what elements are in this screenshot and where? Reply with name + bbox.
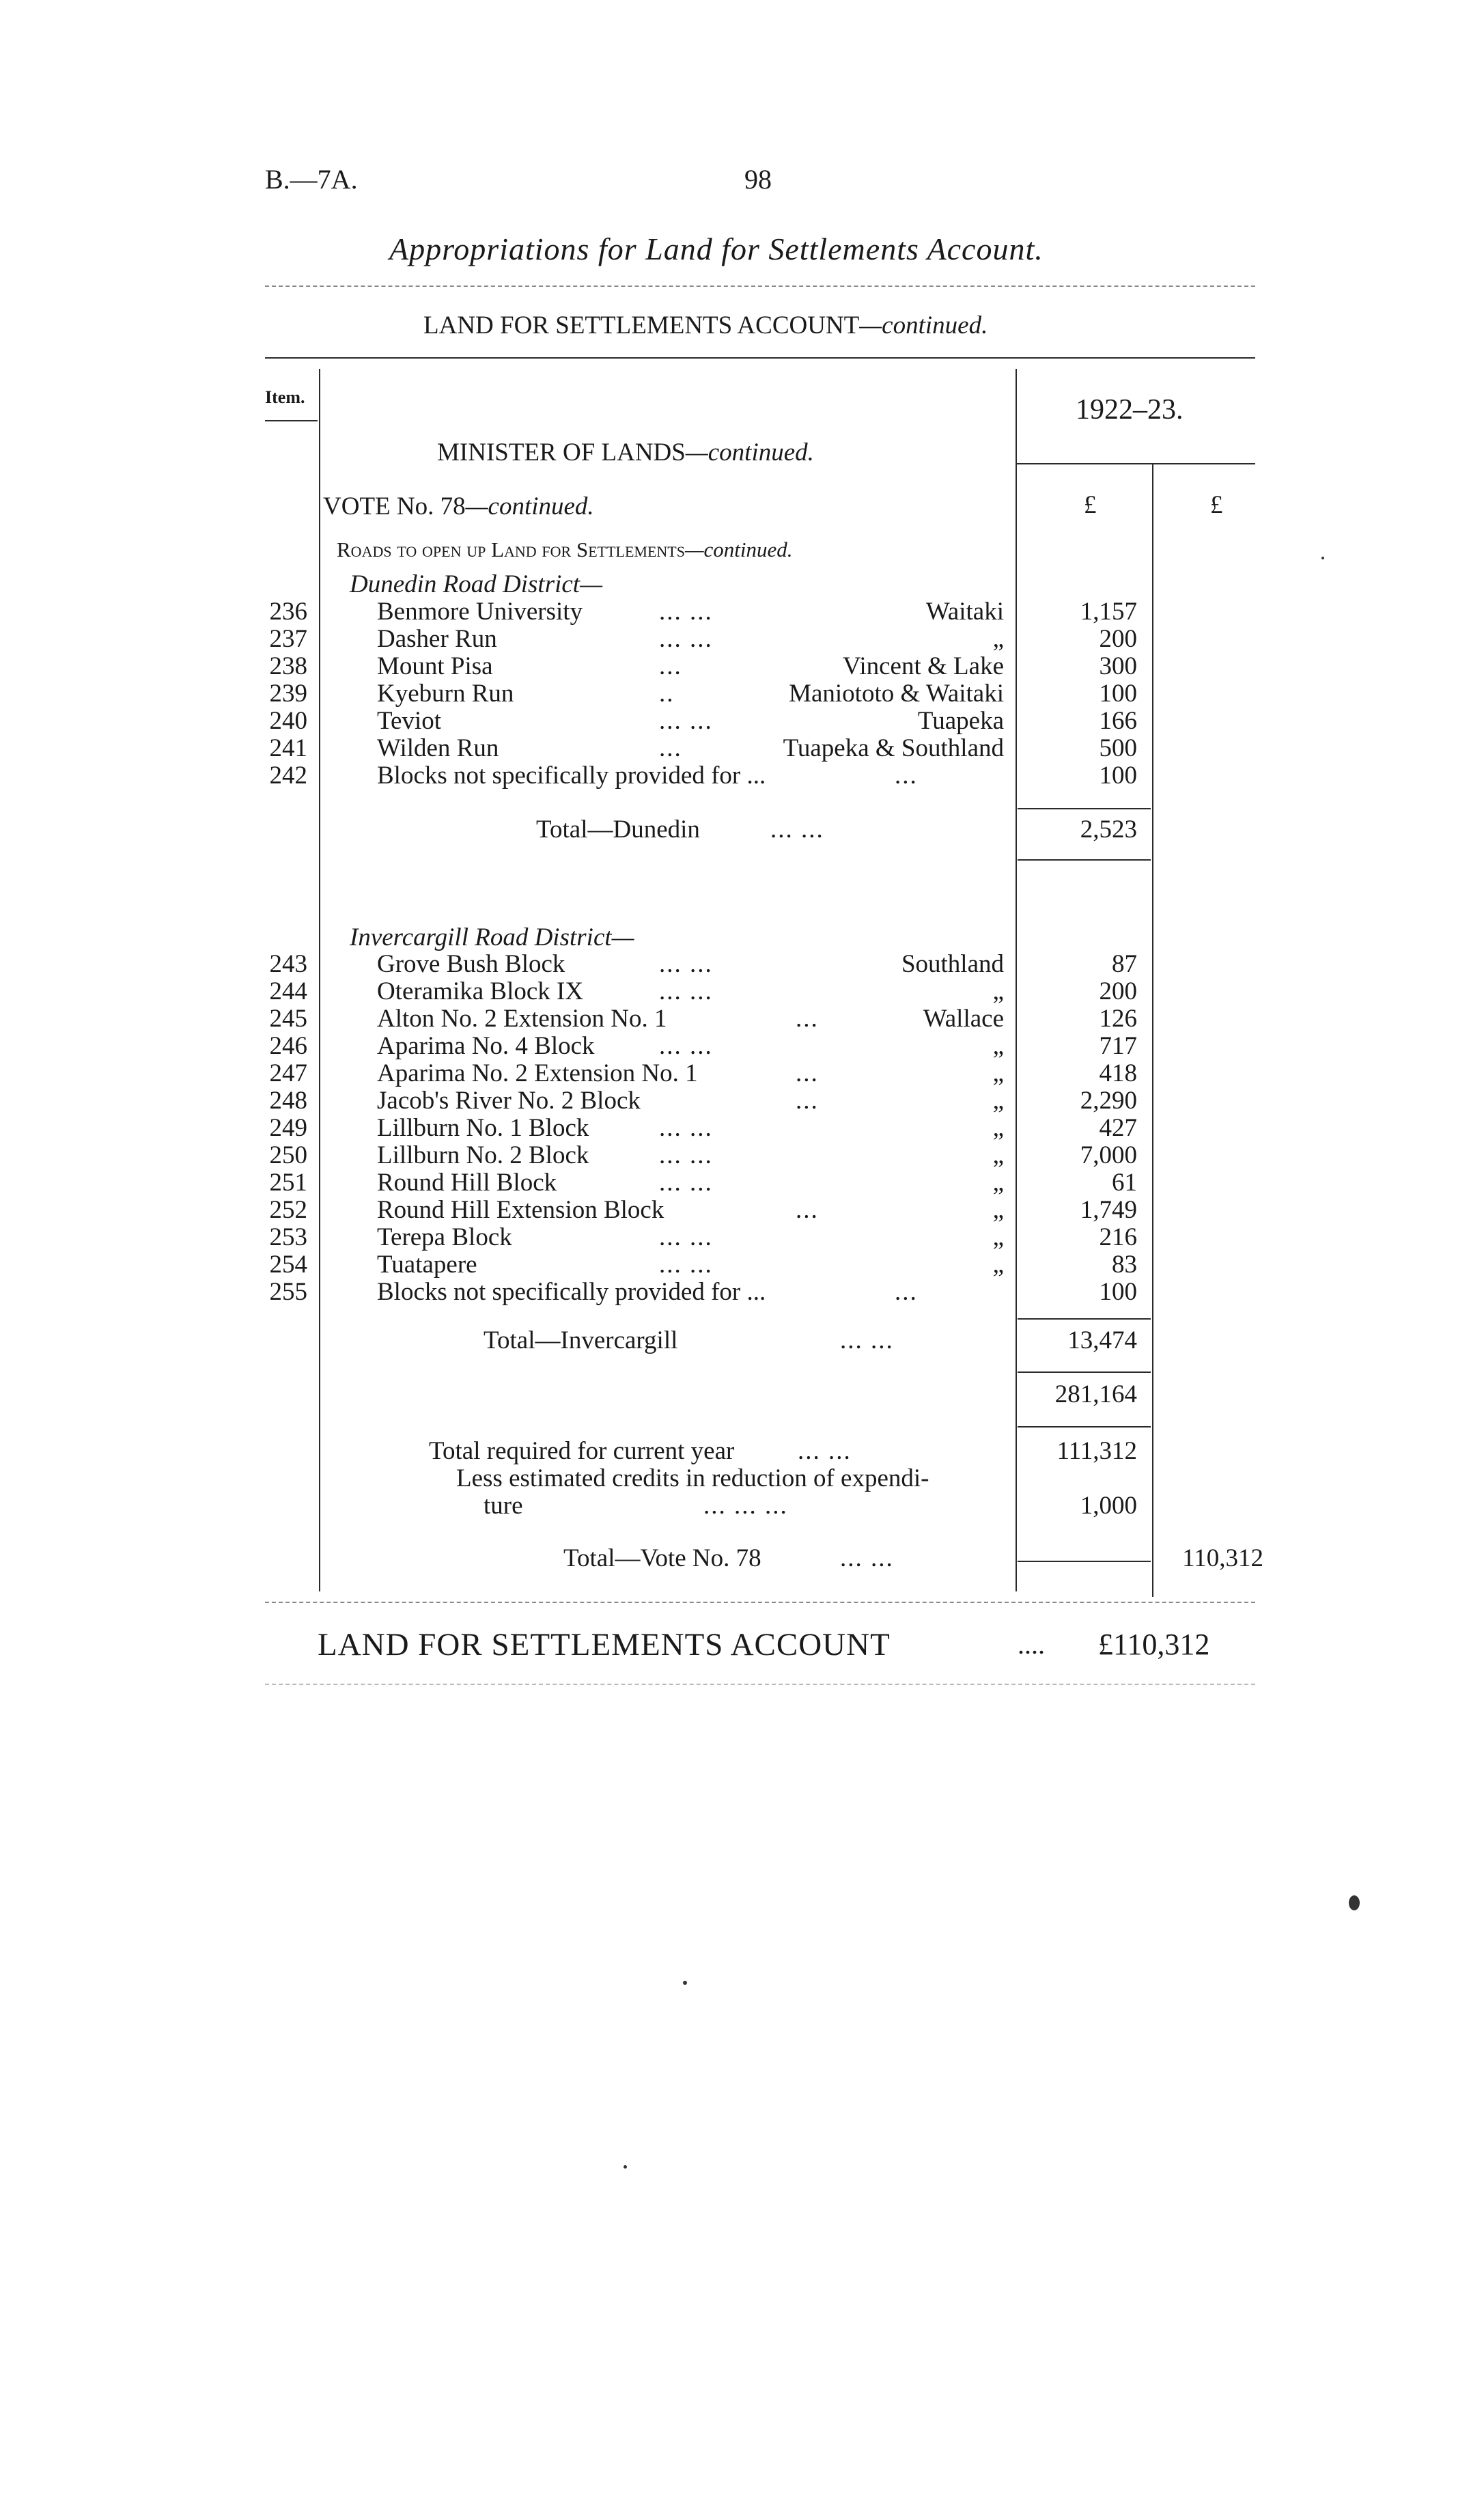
year-header-rule xyxy=(1016,463,1255,464)
grand-subtotal-rule xyxy=(1018,1426,1151,1427)
invercargill-row-name: Aparima No. 2 Extension No. 1 xyxy=(377,1059,698,1087)
item-column-divider xyxy=(319,369,320,1591)
invercargill-row-amount: 427 xyxy=(1099,1114,1137,1142)
invercargill-row-county: „ xyxy=(992,1223,1004,1251)
invercargill-total-leader: ... ... xyxy=(840,1326,894,1354)
less-credits-leader: ... ... ... xyxy=(703,1492,788,1520)
invercargill-row-name: Jacob's River No. 2 Block xyxy=(377,1087,641,1115)
dunedin-total-bottom-rule xyxy=(1018,859,1151,861)
invercargill-item-number: 255 xyxy=(269,1278,307,1306)
title-rule xyxy=(265,285,1255,287)
dunedin-row-amount: 1,157 xyxy=(1080,598,1137,626)
invercargill-row-amount: 61 xyxy=(1112,1169,1137,1197)
scan-speck xyxy=(683,1981,687,1985)
current-year-amount: 111,312 xyxy=(1056,1437,1137,1465)
invercargill-item-number: 251 xyxy=(269,1169,307,1197)
invercargill-row-county: „ xyxy=(992,977,1004,1005)
invercargill-item-number: 247 xyxy=(269,1059,307,1087)
invercargill-row-name: Oteramika Block IX xyxy=(377,977,584,1005)
invercargill-row-name: Lillburn No. 1 Block xyxy=(377,1114,589,1142)
dunedin-row-name: Teviot xyxy=(377,707,441,735)
current-year-leader: ... ... xyxy=(798,1437,852,1465)
invercargill-item-number: 253 xyxy=(269,1223,307,1251)
invercargill-row-county: „ xyxy=(992,1169,1004,1197)
item-header-rule xyxy=(265,420,318,421)
dunedin-row-leader: ... xyxy=(659,652,682,680)
invercargill-row-amount: 216 xyxy=(1099,1223,1137,1251)
invercargill-item-number: 254 xyxy=(269,1251,307,1279)
dunedin-row-leader: ... xyxy=(895,762,918,790)
dunedin-row-name: Benmore University xyxy=(377,598,583,626)
footer-amount: £110,312 xyxy=(1098,1628,1210,1661)
dunedin-total-leader: ... ... xyxy=(770,816,824,844)
invercargill-row-county: Wallace xyxy=(923,1005,1004,1033)
pound-header-1: £ xyxy=(1084,491,1097,519)
pound-column-divider xyxy=(1152,463,1153,1597)
dunedin-row-leader: ... xyxy=(659,734,682,762)
invercargill-row-leader: ... xyxy=(895,1278,918,1306)
invercargill-row-leader: ... ... xyxy=(659,1032,713,1060)
invercargill-row-county: „ xyxy=(992,1251,1004,1279)
dunedin-row-amount: 100 xyxy=(1099,762,1137,790)
invercargill-total-label: Total—Invercargill xyxy=(484,1326,678,1354)
invercargill-row-name: Blocks not specifically provided for ... xyxy=(377,1278,766,1306)
invercargill-item-number: 249 xyxy=(269,1114,307,1142)
page-number: 98 xyxy=(744,164,772,195)
vote-total-amount: 110,312 xyxy=(1182,1544,1263,1572)
invercargill-row-amount: 418 xyxy=(1099,1059,1137,1087)
invercargill-row-amount: 87 xyxy=(1112,950,1137,978)
invercargill-row-amount: 7,000 xyxy=(1080,1141,1137,1169)
invercargill-row-leader: ... ... xyxy=(659,1251,713,1279)
invercargill-row-county: „ xyxy=(992,1196,1004,1224)
invercargill-item-number: 248 xyxy=(269,1087,307,1115)
invercargill-row-name: Terepa Block xyxy=(377,1223,512,1251)
invercargill-row-amount: 2,290 xyxy=(1080,1087,1137,1115)
dunedin-row-amount: 100 xyxy=(1099,680,1137,708)
invercargill-row-amount: 1,749 xyxy=(1080,1196,1137,1224)
invercargill-row-leader: ... ... xyxy=(659,1114,713,1142)
dunedin-total-label: Total—Dunedin xyxy=(536,816,700,844)
year-column-header: 1922–23. xyxy=(1076,394,1184,426)
invercargill-row-amount: 717 xyxy=(1099,1032,1137,1060)
dunedin-row-name: Blocks not specifically provided for ... xyxy=(377,762,766,790)
dunedin-row-amount: 200 xyxy=(1099,625,1137,653)
dunedin-row-leader: .. xyxy=(659,680,675,708)
invercargill-row-county: „ xyxy=(992,1059,1004,1087)
dunedin-row-amount: 300 xyxy=(1099,652,1137,680)
dunedin-row-name: Dasher Run xyxy=(377,625,497,653)
dunedin-total-top-rule xyxy=(1018,808,1151,809)
dunedin-row-amount: 500 xyxy=(1099,734,1137,762)
invercargill-total-amount: 13,474 xyxy=(1067,1326,1137,1354)
dunedin-item-number: 242 xyxy=(269,762,307,790)
invercargill-item-number: 243 xyxy=(269,950,307,978)
invercargill-row-county: „ xyxy=(992,1114,1004,1142)
less-credits-label-2: ture xyxy=(484,1492,523,1520)
invercargill-item-number: 250 xyxy=(269,1141,307,1169)
invercargill-total-bottom-rule xyxy=(1018,1371,1151,1373)
invercargill-row-amount: 126 xyxy=(1099,1005,1137,1033)
footer-account-label: LAND FOR SETTLEMENTS ACCOUNT xyxy=(318,1627,891,1662)
page-title: Appropriations for Land for Settlements Account. xyxy=(389,232,1044,266)
less-credits-amount: 1,000 xyxy=(1080,1492,1137,1520)
invercargill-total-top-rule xyxy=(1018,1318,1151,1320)
invercargill-row-county: „ xyxy=(992,1087,1004,1115)
dunedin-row-name: Kyeburn Run xyxy=(377,680,514,708)
invercargill-row-amount: 83 xyxy=(1112,1251,1137,1279)
dunedin-item-number: 241 xyxy=(269,734,307,762)
invercargill-row-amount: 100 xyxy=(1099,1278,1137,1306)
invercargill-row-name: Lillburn No. 2 Block xyxy=(377,1141,589,1169)
document-code: B.—7A. xyxy=(265,164,358,195)
dunedin-item-number: 237 xyxy=(269,625,307,653)
vote-total-label: Total—Vote No. 78 xyxy=(563,1544,761,1572)
item-column-header: Item. xyxy=(265,387,305,407)
dunedin-item-number: 236 xyxy=(269,598,307,626)
table-bottom-rule xyxy=(265,1602,1255,1603)
vote-total-dash-rule xyxy=(1018,1561,1151,1562)
invercargill-row-name: Aparima No. 4 Block xyxy=(377,1032,595,1060)
invercargill-row-county: „ xyxy=(992,1141,1004,1169)
invercargill-row-name: Alton No. 2 Extension No. 1 xyxy=(377,1005,667,1033)
invercargill-row-leader: ... xyxy=(796,1087,819,1115)
dunedin-item-number: 238 xyxy=(269,652,307,680)
invercargill-item-number: 244 xyxy=(269,977,307,1005)
grand-subtotal-amount: 281,164 xyxy=(1054,1380,1137,1408)
ministry-heading: MINISTER OF LANDS—continued. xyxy=(437,438,814,466)
account-heading: LAND FOR SETTLEMENTS ACCOUNT—continued. xyxy=(423,311,988,339)
vote-total-leader: ... ... xyxy=(840,1544,894,1572)
invercargill-row-leader: ... ... xyxy=(659,950,713,978)
less-credits-label-1: Less estimated credits in reduction of expendi- xyxy=(456,1464,929,1492)
table-top-rule xyxy=(265,357,1255,359)
dunedin-row-leader: ... ... xyxy=(659,707,713,735)
scan-speck xyxy=(1349,1895,1360,1910)
dunedin-row-county: Tuapeka xyxy=(917,707,1004,735)
invercargill-row-name: Round Hill Block xyxy=(377,1169,557,1197)
dunedin-row-county: „ xyxy=(992,625,1004,653)
invercargill-row-amount: 200 xyxy=(1099,977,1137,1005)
invercargill-row-leader: ... xyxy=(796,1005,819,1033)
invercargill-item-number: 245 xyxy=(269,1005,307,1033)
invercargill-row-leader: ... xyxy=(796,1196,819,1224)
invercargill-row-leader: ... xyxy=(796,1059,819,1087)
dunedin-row-county: Maniototo & Waitaki xyxy=(789,680,1004,708)
invercargill-row-leader: ... ... xyxy=(659,977,713,1005)
scan-speck xyxy=(1321,557,1324,559)
dunedin-row-leader: ... ... xyxy=(659,625,713,653)
dunedin-item-number: 240 xyxy=(269,707,307,735)
footer-leader: .... xyxy=(1018,1629,1045,1660)
invercargill-row-name: Round Hill Extension Block xyxy=(377,1196,664,1224)
invercargill-row-name: Tuatapere xyxy=(377,1251,477,1279)
dunedin-item-number: 239 xyxy=(269,680,307,708)
dunedin-row-name: Mount Pisa xyxy=(377,652,493,680)
footer-rule xyxy=(265,1684,1255,1685)
dunedin-row-county: Waitaki xyxy=(925,598,1004,626)
current-year-label: Total required for current year xyxy=(429,1437,735,1465)
scan-speck xyxy=(624,2165,627,2169)
dunedin-heading: Dunedin Road District— xyxy=(350,570,602,598)
invercargill-heading: Invercargill Road District— xyxy=(350,923,634,951)
invercargill-row-leader: ... ... xyxy=(659,1223,713,1251)
dunedin-row-county: Tuapeka & Southland xyxy=(783,734,1004,762)
dunedin-row-name: Wilden Run xyxy=(377,734,499,762)
year-column-left-divider xyxy=(1016,369,1017,1591)
invercargill-item-number: 246 xyxy=(269,1032,307,1060)
vote-heading: VOTE No. 78—continued. xyxy=(323,492,594,520)
dunedin-total-amount: 2,523 xyxy=(1080,816,1137,844)
invercargill-row-county: Southland xyxy=(901,950,1004,978)
dunedin-row-leader: ... ... xyxy=(659,598,713,626)
invercargill-row-leader: ... ... xyxy=(659,1169,713,1197)
dunedin-row-county: Vincent & Lake xyxy=(842,652,1004,680)
dunedin-row-amount: 166 xyxy=(1099,707,1137,735)
invercargill-item-number: 252 xyxy=(269,1196,307,1224)
invercargill-row-leader: ... ... xyxy=(659,1141,713,1169)
pound-header-2: £ xyxy=(1210,491,1223,519)
invercargill-row-county: „ xyxy=(992,1032,1004,1060)
subhead-heading: Roads to open up Land for Settlements—continued. xyxy=(337,538,793,561)
invercargill-row-name: Grove Bush Block xyxy=(377,950,565,978)
